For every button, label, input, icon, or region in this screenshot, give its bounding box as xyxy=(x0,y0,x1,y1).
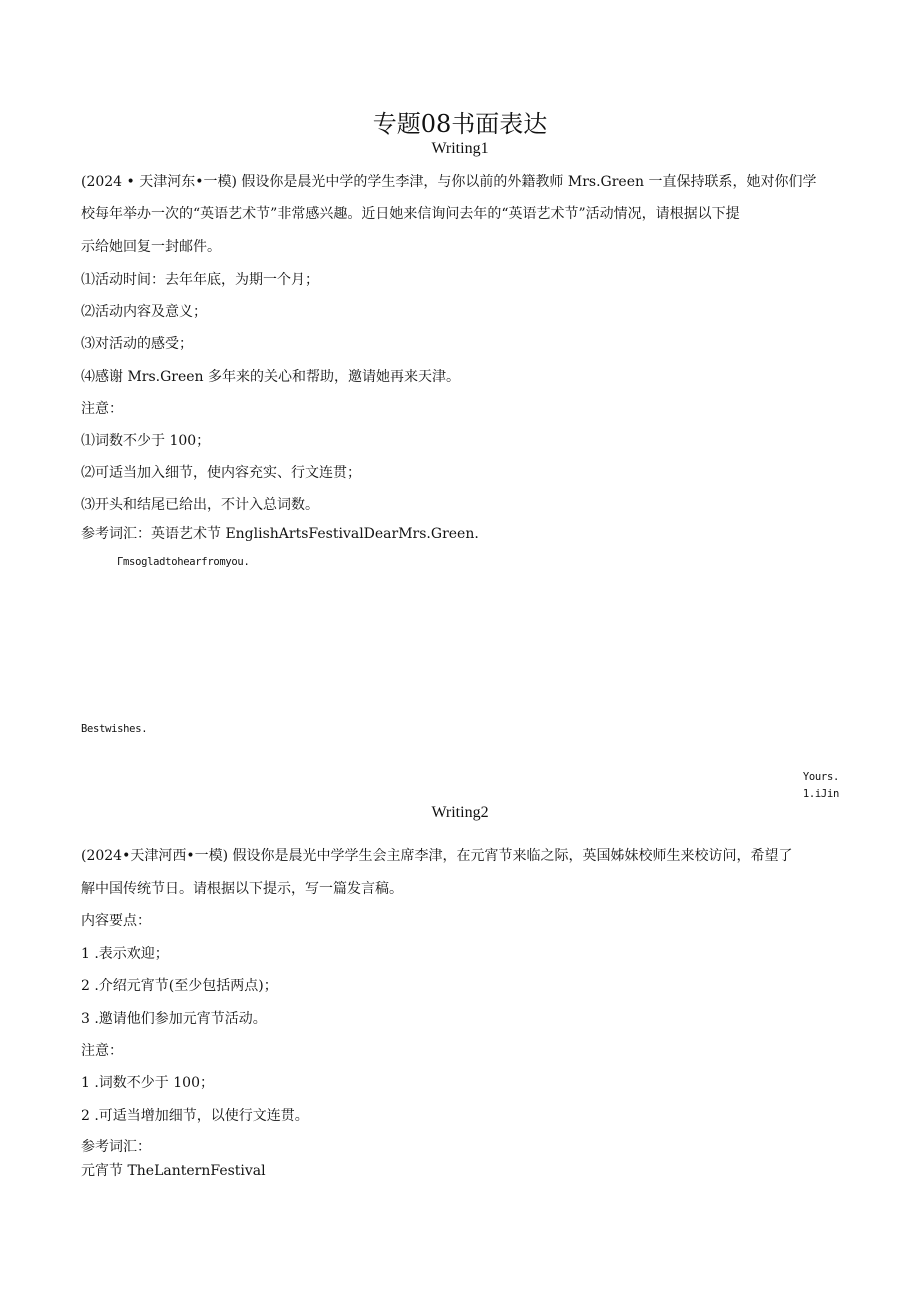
w2-vocab-label: 参考词汇： xyxy=(81,1139,151,1155)
w1-note-label: 注意： xyxy=(81,401,123,417)
writing1-heading: Writing1 xyxy=(431,140,489,157)
w1-note-1: ⑴词数不少于 100； xyxy=(81,433,211,449)
w1-signature-yours: Yours. xyxy=(802,771,839,783)
w1-letter-closing: Bestwishes. xyxy=(81,723,148,735)
writing2-heading: Writing2 xyxy=(431,804,489,821)
w2-intro-line2: 解中国传统节日。请根据以下提示，写一篇发言稿。 xyxy=(81,881,403,897)
w1-vocab: 参考词汇：英语艺术节 EnglishArtsFestivalDearMrs.Green. xyxy=(81,526,479,542)
w1-prompt-3: ⑶对活动的感受； xyxy=(81,336,193,352)
w1-prompt-1: ⑴活动时间：去年年底，为期一个月； xyxy=(81,272,319,288)
w1-prompt-2: ⑵活动内容及意义； xyxy=(81,304,207,320)
w1-note-3: ⑶开头和结尾已给出，不计入总词数。 xyxy=(81,497,319,513)
w1-intro-line3: 示给她回复一封邮件。 xyxy=(81,239,221,255)
w2-vocab: 元宵节 TheLanternFestival xyxy=(81,1163,266,1179)
w1-note-2: ⑵可适当加入细节，使内容充实、行文连贯； xyxy=(81,465,361,481)
w2-intro-line1: (2024•天津河西•一模) 假设你是晨光中学学生会主席李津，在元宵节来临之际，英国姊妹校师生来校访问，希望了 xyxy=(81,848,793,864)
w2-note-label: 注意： xyxy=(81,1043,123,1059)
w1-intro-line2: 校每年举办一次的“英语艺术节”非常感兴趣。近日她来信询问去年的“英语艺术节”活动情况，请根据以下提 xyxy=(81,206,740,222)
page-title: 专题08书面表达 xyxy=(372,110,548,138)
w2-points-label: 内容要点： xyxy=(81,913,151,929)
w2-point-2: 2 .介绍元宵节(至少包括两点)； xyxy=(81,978,278,994)
w2-point-1: 1 .表示欢迎； xyxy=(81,946,169,962)
w1-signature-name: 1.iJin xyxy=(802,788,839,800)
w1-intro-line1: (2024 • 天津河东•一模) 假设你是晨光中学的学生李津，与你以前的外籍教师 Mrs.Green 一直保持联系，她对你们学 xyxy=(81,174,817,190)
w1-prompt-4: ⑷感谢 Mrs.Green 多年来的关心和帮助，邀请她再来天津。 xyxy=(81,369,461,385)
w2-note-1: 1 .词数不少于 100； xyxy=(81,1075,214,1091)
w2-point-3: 3 .邀请他们参加元宵节活动。 xyxy=(81,1011,267,1027)
w1-letter-opening: Γmsogladtohearfromyou. xyxy=(117,556,250,568)
w2-note-2: 2 .可适当增加细节，以使行文连贯。 xyxy=(81,1108,309,1124)
